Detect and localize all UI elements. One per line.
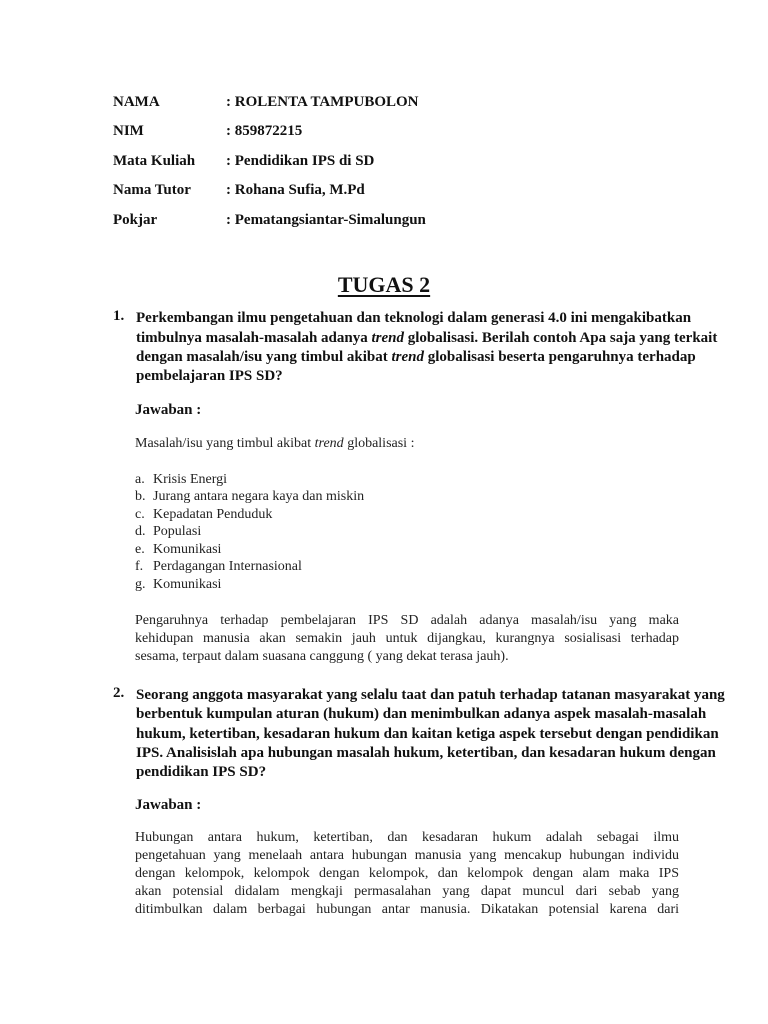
answer-paragraph-line: kehidupan manusia akan semakin jauh untuk dijangkau, kurangnya sosialisasi terhadap [135, 631, 679, 646]
answer-paragraph-line: sesama, terpaut dalam suasana canggung ( yang dekat terasa jauh). [135, 649, 509, 664]
info-label: NAMA [113, 94, 160, 110]
list-letter: g. [135, 577, 146, 592]
list-text: Populasi [153, 524, 202, 539]
question-2-line: pendidikan IPS SD? [136, 764, 267, 780]
info-value: : 859872215 [226, 123, 303, 139]
list-letter: b. [135, 489, 146, 504]
emphasis-text: trend [391, 349, 425, 365]
answer-paragraph-line: dengan kelompok, kelompok dengan kelompok, dan kelompok dengan alam maka IPS [135, 866, 679, 881]
answer-paragraph-line: Pengaruhnya terhadap pembelajaran IPS SD adalah adanya masalah/isu yang maka [135, 613, 679, 628]
list-text: Krisis Energi [153, 472, 228, 487]
answer-paragraph-line: ditimbulkan dalam berbagai hubungan antar manusia. Dikatakan potensial karena dari [135, 902, 679, 917]
answer-heading: Jawaban : [135, 797, 202, 813]
question-2-line: hukum, ketertiban, kesadaran hukum dan kaitan ketiga aspek tersebut dengan pendidikan [136, 726, 719, 742]
list-text: Perdagangan Internasional [153, 559, 302, 574]
question-number: 2. [113, 685, 125, 701]
text-span: globalisasi. Berilah contoh Apa saja yang terkait [403, 330, 718, 346]
list-text: Komunikasi [153, 542, 222, 557]
page-title: TUGAS 2 [337, 272, 431, 297]
text-span: dengan masalah/isu yang timbul akibat [136, 349, 392, 365]
list-text: Komunikasi [153, 577, 222, 592]
info-label: Mata Kuliah [113, 153, 196, 169]
info-label: NIM [113, 123, 144, 139]
info-value: : Pematangsiantar-Simalungun [226, 212, 426, 228]
info-value: : ROLENTA TAMPUBOLON [226, 94, 419, 110]
question-2-line: IPS. Analisislah apa hubungan masalah hukum, ketertiban, dan kesadaran hukum dengan [136, 745, 716, 761]
list-letter: a. [135, 472, 145, 487]
list-letter: c. [135, 507, 145, 522]
list-letter: d. [135, 524, 146, 539]
answer-paragraph-line: Hubungan antara hukum, ketertiban, dan kesadaran hukum adalah sebagai ilmu [135, 830, 679, 845]
question-2-line: Seorang anggota masyarakat yang selalu taat dan patuh terhadap tatanan masyarakat yang [136, 687, 725, 703]
list-letter: f. [135, 559, 144, 574]
answer-heading: Jawaban : [135, 402, 202, 418]
text-span: timbulnya masalah-masalah adanya [136, 330, 372, 346]
info-value: : Rohana Sufia, M.Pd [226, 182, 365, 198]
emphasis-text: trend [371, 330, 404, 346]
text-span: globalisasi beserta pengaruhnya terhadap [424, 349, 696, 365]
question-number: 1. [113, 308, 125, 324]
info-label: Nama Tutor [113, 182, 191, 198]
emphasis-text: trend [314, 436, 344, 451]
question-2-line: berbentuk kumpulan aturan (hukum) dan menimbulkan adanya aspek masalah-masalah [136, 706, 707, 722]
answer-paragraph-line: pengetahuan yang menelaah antara hubungan manusia yang mencakup hubungan individu [135, 848, 679, 863]
answer-intro [135, 435, 679, 453]
question-1-line [136, 347, 696, 367]
list-text: Kepadatan Penduduk [153, 507, 273, 522]
info-label: Pokjar [113, 212, 158, 228]
question-1-line: pembelajaran IPS SD? [136, 368, 283, 384]
text-span: globalisasi : [343, 436, 415, 451]
list-text: Jurang antara negara kaya dan miskin [153, 489, 365, 504]
text-span: Masalah/isu yang timbul akibat [135, 436, 315, 451]
question-1-line: Perkembangan ilmu pengetahuan dan teknologi dalam generasi 4.0 ini mengakibatkan [136, 310, 692, 326]
answer-paragraph-line: akan potensial didalam mengkaji permasalahan yang dapat muncul dari sebab yang [135, 884, 679, 899]
list-letter: e. [135, 542, 145, 557]
info-value: : Pendidikan IPS di SD [226, 153, 375, 169]
question-1-line [136, 328, 718, 348]
